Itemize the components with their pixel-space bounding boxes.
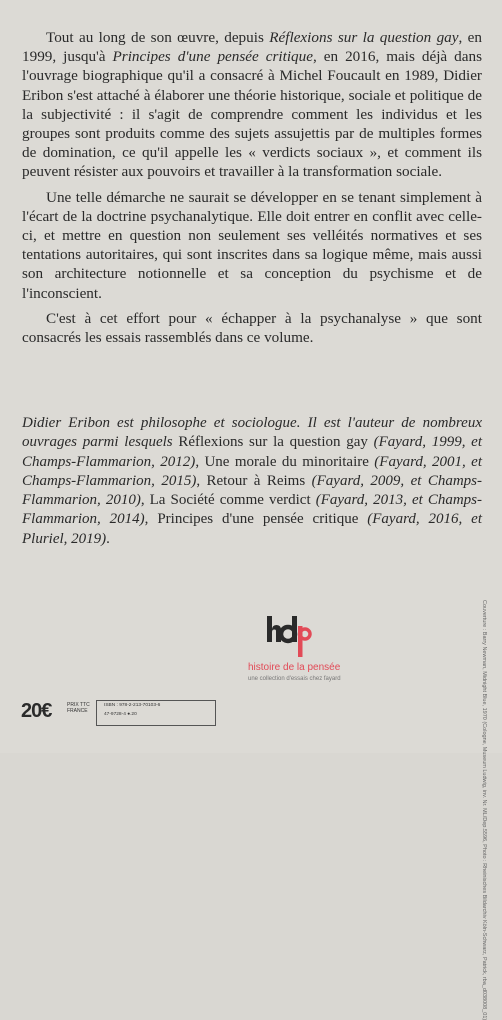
- paragraph-2: Une telle démarche ne saurait se développer en se tenant simplement à l'écart de la doctrine psychanalytique. Elle doit entrer en conflit avec celle-ci, et mettre en question non seulement ses velléités normatives et ses tentations autoritaires, qui sont inscrites dans sa logique même, mais aussi son architecture notionnelle et sa conception du psychisme et de l'inconscient.: [22, 188, 482, 302]
- hdp-logo: [265, 612, 309, 658]
- text-run: , en 1999, jusqu'à: [22, 29, 482, 66]
- isbn-line-1: ISBN : 978-2-213-70103-6: [104, 703, 161, 708]
- series-name: histoire de la pensée: [248, 662, 341, 673]
- price-meta: [67, 702, 90, 714]
- author-bio: [22, 414, 482, 549]
- bio-text: .: [106, 530, 110, 547]
- book-title: , Une morale du minoritaire: [195, 453, 375, 470]
- publisher-logo-block: [248, 612, 372, 682]
- series-tagline: une collection d'essais chez fayard: [248, 676, 341, 682]
- bio-text: (Fayard, 2009, et Champs-Flammarion, 2010): [22, 472, 482, 509]
- book-title: , Retour à Reims: [196, 472, 312, 489]
- bio-text: Didier Eribon est philosophe et sociologue. Il est l'auteur de nombreux ouvrages parmi lesquels: [22, 415, 482, 451]
- price-meta-line: PRIX TTC: [67, 702, 90, 708]
- bio-text: (Fayard, 2016, et Pluriel, 2019): [22, 511, 483, 547]
- paragraph-3: C'est à cet effort pour « échapper à la psychanalyse » que sont consacrés les essais rassemblés dans ce volume.: [22, 309, 482, 347]
- price-meta-line: FRANCE: [67, 708, 88, 714]
- text-run: Tout au long de son œuvre, depuis: [46, 29, 270, 46]
- price: 20€: [21, 700, 52, 722]
- book-title: , Principes d'une pensée critique: [144, 511, 368, 528]
- bio-text: (Fayard, 2001, et Champs-Flammarion, 2015): [22, 453, 482, 489]
- title-italic: Réflexions sur la question gay: [269, 29, 459, 46]
- credits-text: Couverture : Barry Newman, Midnight Blue, 1970 (Cologne, Museum Ludwig, inv. Nr. ML/Dep.5596, Photo : Rheinisches Bildarchiv Köln-Schwarz, Patrick, rba_d038008_01): [481, 600, 487, 1020]
- isbn-line-2: 47-9728-4 ●.20: [104, 712, 137, 717]
- blurb: [22, 28, 482, 347]
- cover-credits: [466, 600, 502, 1020]
- book-title: Réflexions sur la question gay: [178, 434, 368, 451]
- text-run: , en 2016, mais déjà dans l'ouvrage biographique qu'il a consacré à Michel Foucault en 1989, Didier Eribon s'est attaché à élaborer une théorie historique, sociale et politique de la subjectivité : il s'agit de comprendre comment les individus et les groupes sont produits comme des sujets assujettis par de multiples formes de domination, ce qu'il appelle les « verdicts sociaux », et comment ils peuvent résister aux pouvoirs et travailler à la transformation sociale.: [22, 48, 482, 181]
- paragraph-1: [22, 28, 482, 182]
- bio-text: (Fayard, 2013, et Champs-Flammarion, 2014): [22, 492, 483, 528]
- book-title: , La Société comme verdict: [140, 492, 316, 509]
- title-italic: Principes d'une pensée critique: [112, 48, 313, 66]
- bio-text: (Fayard, 1999, et Champs-Flammarion, 2012): [22, 434, 482, 470]
